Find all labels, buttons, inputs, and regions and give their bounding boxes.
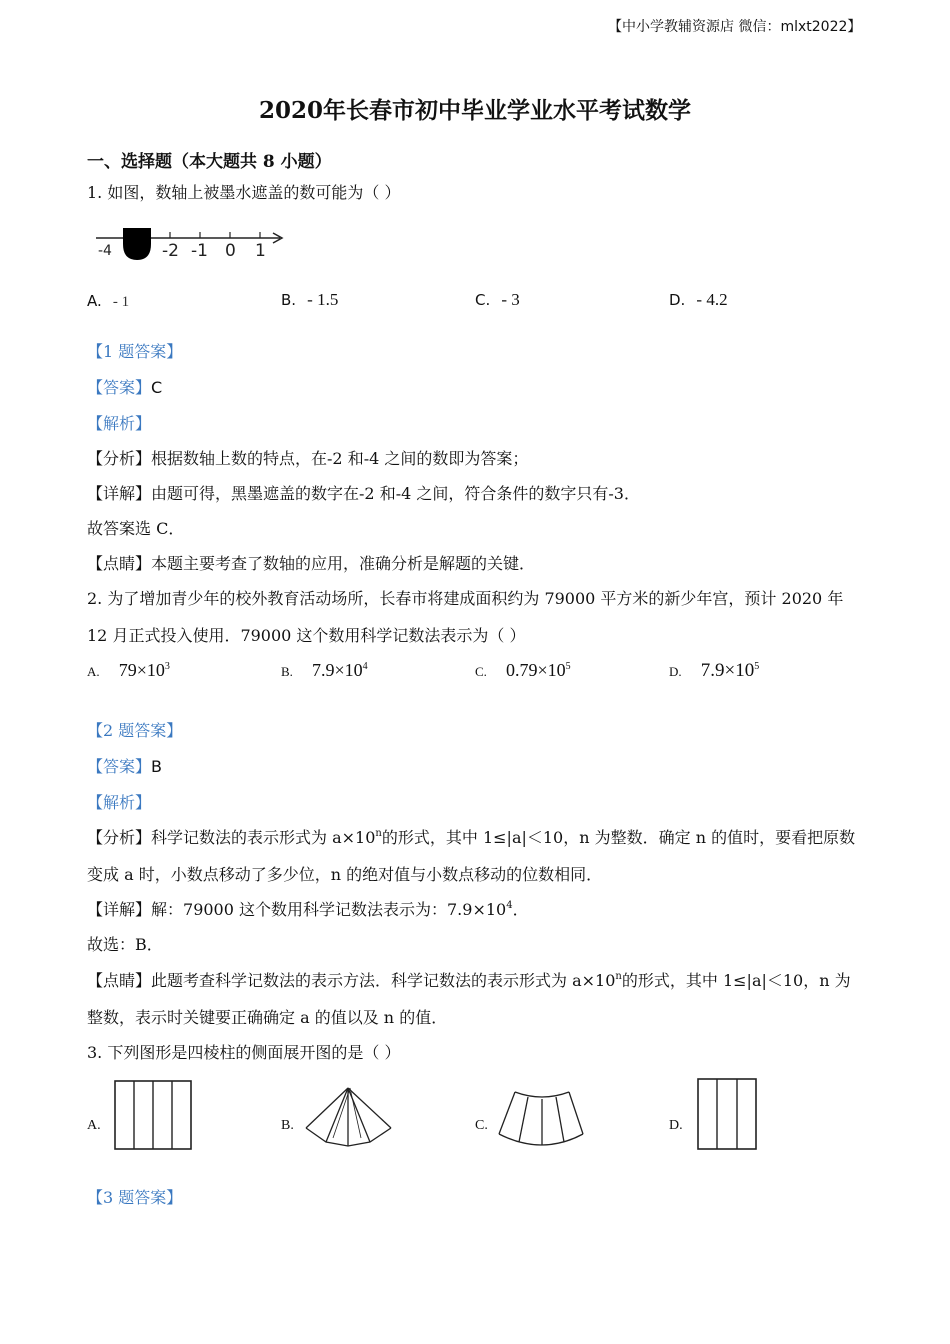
xiangjie-text: 解：79000 这个数用科学记数法表示为：7.9×10 <box>151 900 507 919</box>
xiangjie-text: 由题可得，黑墨遮盖的数字在-2 和-4 之间，符合条件的数字只有-3． <box>151 484 640 503</box>
option-value <box>312 660 368 680</box>
q1-option-c <box>475 290 520 310</box>
q3-figure-a <box>114 1080 194 1152</box>
fenxi-exp: n <box>375 828 382 839</box>
q2-option-d <box>669 660 759 682</box>
option-value: - 3 <box>501 290 520 309</box>
q2-fenxi <box>87 828 855 848</box>
q2-stem-line1: 2. 为了增加青少年的校外教育活动场所，长春市将建成面积约为 79000 平方米的新少年宫，预计 2020 年 <box>87 589 844 608</box>
fenxi-text: 根据数轴上数的特点，在-2 和-4 之间的数即为答案； <box>151 449 529 468</box>
dianjing-tag: 【点睛】 <box>87 554 152 573</box>
option-value <box>506 660 571 680</box>
q3-option-b-label: B. <box>281 1118 294 1133</box>
q2-answer <box>87 757 162 777</box>
q2-option-b <box>281 660 368 681</box>
q3-stem: 3. 下列图形是四棱柱的侧面展开图的是（ ） <box>87 1043 401 1062</box>
fenxi-text: 科学记数法的表示形式为 a×10 <box>151 828 376 847</box>
q2-answer-header: 【2 题答案】 <box>87 721 183 740</box>
q3-figure-b <box>303 1086 395 1150</box>
dianjing-exp: n <box>615 971 622 982</box>
option-label: D. <box>669 664 682 679</box>
option-label: C. <box>475 291 491 309</box>
option-value: - 1 <box>112 294 130 310</box>
q3-answer-header: 【3 题答案】 <box>87 1188 183 1207</box>
fenxi-text-cont: 的形式，其中 1≤|a|＜10，n 为整数．确定 n 的值时，要看把原数 <box>381 828 856 847</box>
q3-figure-d <box>697 1078 759 1152</box>
q2-conclusion: 故选：B． <box>87 935 163 954</box>
fenxi-tag: 【分析】 <box>87 449 152 468</box>
sci-exp: 4 <box>362 661 368 672</box>
q2-analysis-header: 【解析】 <box>87 793 152 812</box>
header-note: 【中小学教辅资源店 微信：mlxt2022】 <box>608 19 862 35</box>
q2-dianjing-line2: 整数，表示时关键要正确确定 a 的值以及 n 的值． <box>87 1008 448 1027</box>
option-label: B. <box>281 291 297 309</box>
option-label: D. <box>669 291 686 309</box>
q1-option-a <box>87 291 129 311</box>
q1-conclusion: 故答案选 C． <box>87 519 185 538</box>
ink-blot <box>123 228 151 260</box>
axis-label: -1 <box>191 241 208 261</box>
q1-answer <box>87 378 162 398</box>
dianjing-text-cont: 的形式，其中 1≤|a|＜10，n 为 <box>621 971 851 990</box>
xiangjie-end: ． <box>512 900 529 919</box>
q1-xiangjie <box>87 484 640 504</box>
dianjing-text: 本题主要考查了数轴的应用，准确分析是解题的关键． <box>151 554 536 573</box>
sci-base: 79×10 <box>118 660 165 680</box>
option-label: A. <box>87 664 100 679</box>
q1-dianjing <box>87 554 535 574</box>
q1-option-d <box>669 290 728 310</box>
option-label: A. <box>87 292 102 310</box>
q2-option-c <box>475 660 571 681</box>
option-value <box>119 660 170 680</box>
option-label: B. <box>281 664 293 679</box>
sci-base: 0.79×10 <box>506 660 566 680</box>
q1-analysis-header: 【解析】 <box>87 414 152 433</box>
q2-dianjing <box>87 971 851 991</box>
fenxi-tag: 【分析】 <box>87 828 152 847</box>
q3-option-d-label: D. <box>669 1118 683 1133</box>
q1-option-b <box>281 290 338 310</box>
answer-value: B <box>151 757 162 776</box>
q1-fenxi <box>87 449 528 469</box>
option-value: - 1.5 <box>307 290 339 309</box>
q3-option-c-label: C. <box>475 1118 488 1133</box>
q3-figure-c <box>497 1090 587 1152</box>
q1-stem: 1. 如图，数轴上被墨水遮盖的数可能为（ ） <box>87 183 401 202</box>
sci-exp: 3 <box>164 661 170 672</box>
q1-answer-header: 【1 题答案】 <box>87 342 183 361</box>
section-heading: 一、选择题（本大题共 8 小题） <box>87 152 332 172</box>
sci-exp: 5 <box>754 661 760 672</box>
q2-xiangjie <box>87 900 529 920</box>
option-value: - 4.2 <box>696 290 728 309</box>
q3-option-a-label: A. <box>87 1118 101 1133</box>
sci-base: 7.9×10 <box>312 660 363 680</box>
q2-option-a <box>87 660 170 681</box>
q2-fenxi-line2: 变成 a 时，小数点移动了多少位，n 的绝对值与小数点移动的位数相同． <box>87 865 603 884</box>
number-line-figure <box>90 222 290 264</box>
axis-label: 1 <box>255 241 266 261</box>
xiangjie-tag: 【详解】 <box>87 484 152 503</box>
dianjing-tag: 【点睛】 <box>87 971 152 990</box>
xiangjie-tag: 【详解】 <box>87 900 152 919</box>
page-title: 2020年长春市初中毕业学业水平考试数学 <box>258 97 691 124</box>
axis-label: -2 <box>162 241 179 261</box>
answer-tag: 【答案】 <box>87 757 152 776</box>
q2-stem-line2: 12 月正式投入使用．79000 这个数用科学记数法表示为（ ） <box>87 626 526 645</box>
option-label: C. <box>475 664 487 679</box>
dianjing-text: 此题考查科学记数法的表示方法．科学记数法的表示形式为 a×10 <box>151 971 616 990</box>
axis-label: -4 <box>98 243 112 259</box>
answer-value: C <box>151 378 163 397</box>
sci-base: 7.9×10 <box>700 660 755 681</box>
axis-label: 0 <box>225 241 236 261</box>
sci-exp: 5 <box>565 661 571 672</box>
answer-tag: 【答案】 <box>87 378 152 397</box>
option-value <box>701 660 759 681</box>
xiangjie-exp: 4 <box>506 900 513 911</box>
